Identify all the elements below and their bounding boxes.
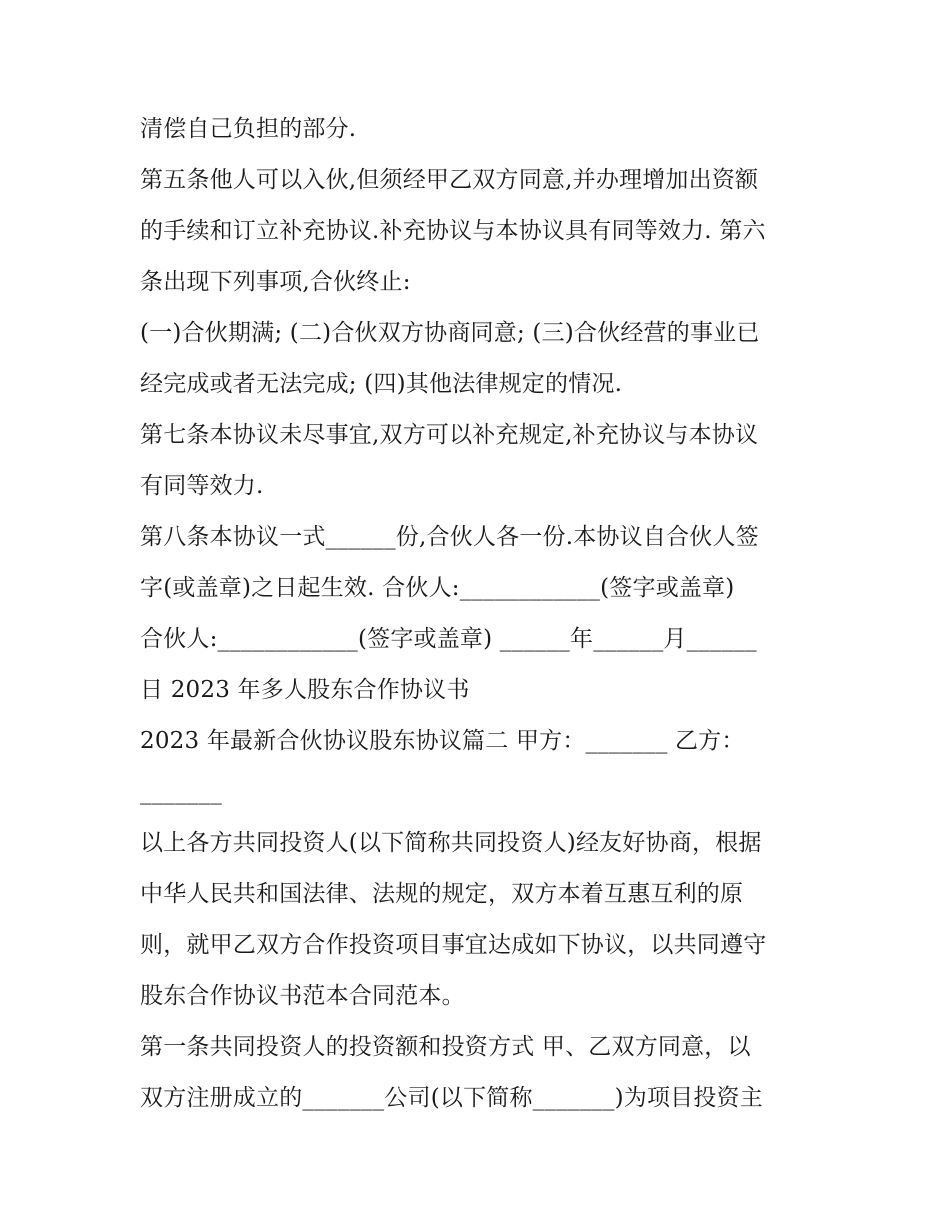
text-line: 日 2023 年多人股东合作协议书 (140, 677, 470, 703)
text-line: 股东合作协议书范本合同范本。 (140, 983, 465, 1009)
text-line: 双方注册成立的_______公司(以下简称_______)为项目投资主 (140, 1085, 763, 1111)
text-line: (一)合伙期满; (二)合伙双方协商同意; (三)合伙经营的事业已 (140, 320, 760, 346)
text-line: 第七条本协议未尽事宜,双方可以补充规定,补充协议与本协议 (140, 422, 759, 448)
text-line: 合伙人:____________(签字或盖章) ______年______月______ (140, 626, 757, 652)
text-line: 第一条共同投资人的投资额和投资方式 甲、乙双方同意，以 (140, 1034, 751, 1060)
text-line: 则，就甲乙双方合作投资项目事宜达成如下协议，以共同遵守 (140, 932, 767, 958)
text-line: 第八条本协议一式______份,合伙人各一份.本协议自合伙人签 (140, 524, 759, 550)
text-line: 有同等效力. (140, 473, 264, 499)
text-line: 以上各方共同投资人(以下简称共同投资人)经友好协商，根据 (140, 830, 762, 856)
document-body (140, 104, 820, 1124)
text-line: _______ (140, 779, 222, 805)
text-line: 经完成或者无法完成; (四)其他法律规定的情况. (140, 371, 623, 397)
text-line: 第五条他人可以入伙,但须经甲乙双方同意,并办理增加出资额 (140, 167, 759, 193)
text-line: 的手续和订立补充协议.补充协议与本协议具有同等效力. 第六 (140, 218, 766, 244)
text-line: 中华人民共和国法律、法规的规定，双方本着互惠互利的原 (140, 881, 744, 907)
text-line: 条出现下列事项,合伙终止: (140, 269, 411, 295)
text-line: 2023 年最新合伙协议股东协议篇二 甲方：_______ 乙方： (140, 728, 745, 754)
text-line: 字(或盖章)之日起生效. 合伙人:____________(签字或盖章) (140, 575, 735, 601)
text-line: 清偿自己负担的部分. (140, 116, 357, 142)
